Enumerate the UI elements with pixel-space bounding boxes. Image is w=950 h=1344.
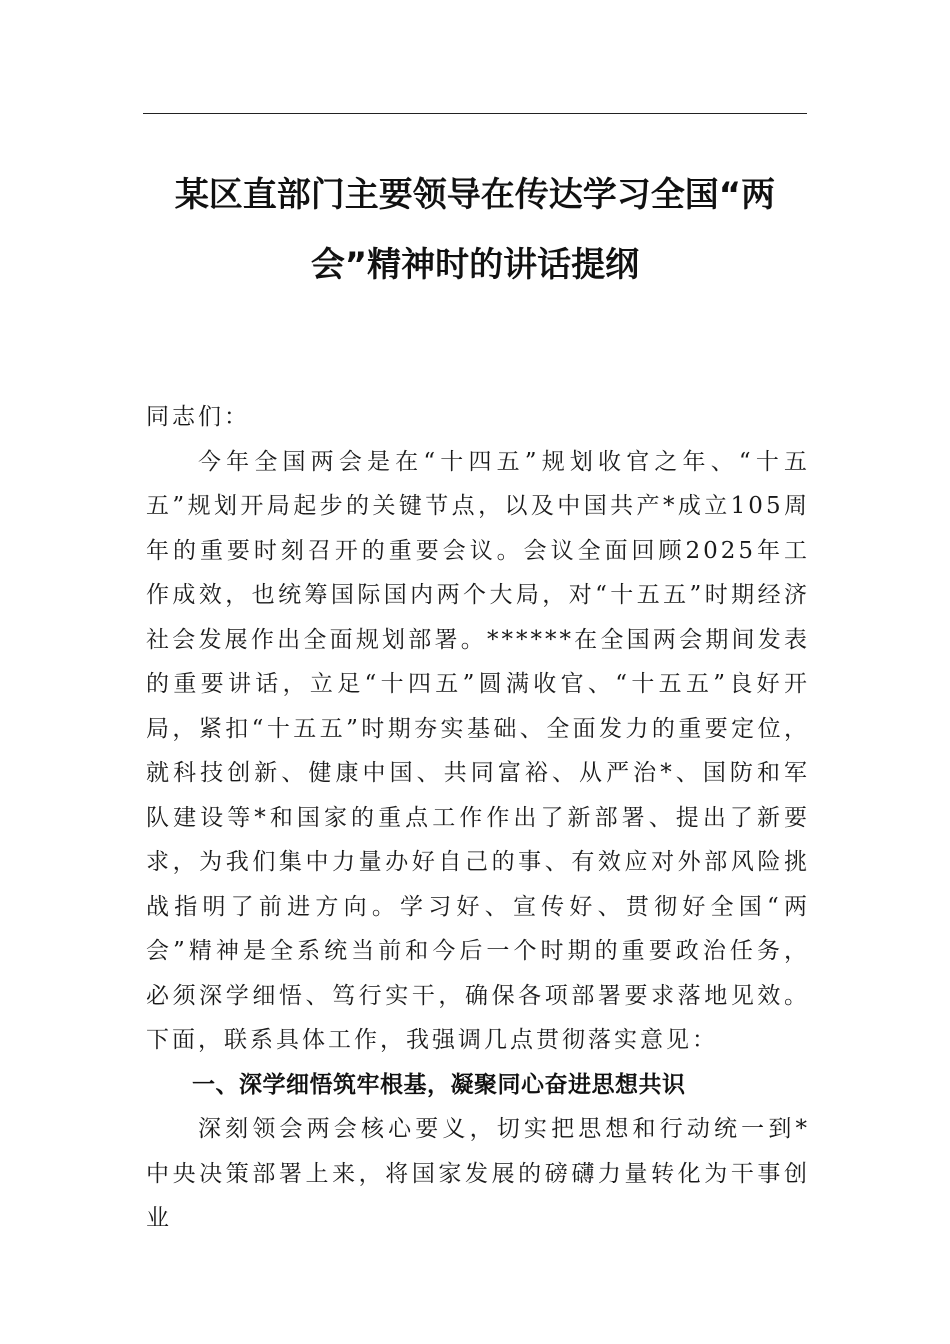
document-body [146,395,810,1241]
section-paragraph-1: 深刻领会两会核心要义，切实把思想和行动统一到*中央决策部署上来，将国家发展的磅礴力量转化为干事创业 [146,1116,810,1231]
salutation: 同志们： [146,404,250,430]
section-heading-1: 一、深学细悟筑牢根基，凝聚同心奋进思想共识 [192,1071,686,1098]
intro-paragraph: 今年全国两会是在“十四五”规划收官之年、“十五五”规划开局起步的关键节点，以及中国共产*成立105周年的重要时刻召开的重要会议。会议全面回顾2025年工作成效，也统筹国际国内两个大局，对“十五五”时期经济社会发展作出全面规划部署。******在全国两会期间发表的重要讲话，立足“十四五”圆满收官、“十五五”良好开局，紧扣“十五五”时期夯实基础、全面发力的重要定位，就科技创新、健康中国、共同富裕、从严治*、国防和军队建设等*和国家的重点工作作出了新部署、提出了新要求，为我们集中力量办好自己的事、有效应对外部风险挑战指明了前进方向。学习好、宣传好、贯彻好全国“两会”精神是全系统当前和今后一个时期的重要政治任务，必须深学细悟、笃行实干，确保各项部署要求落地见效。下面，联系具体工作，我强调几点贯彻落实意见： [146,448,810,1053]
document-title: 某区直部门主要领导在传达学习全国“两会”精神时的讲话提纲 [174,175,776,285]
header-rule [143,113,807,114]
